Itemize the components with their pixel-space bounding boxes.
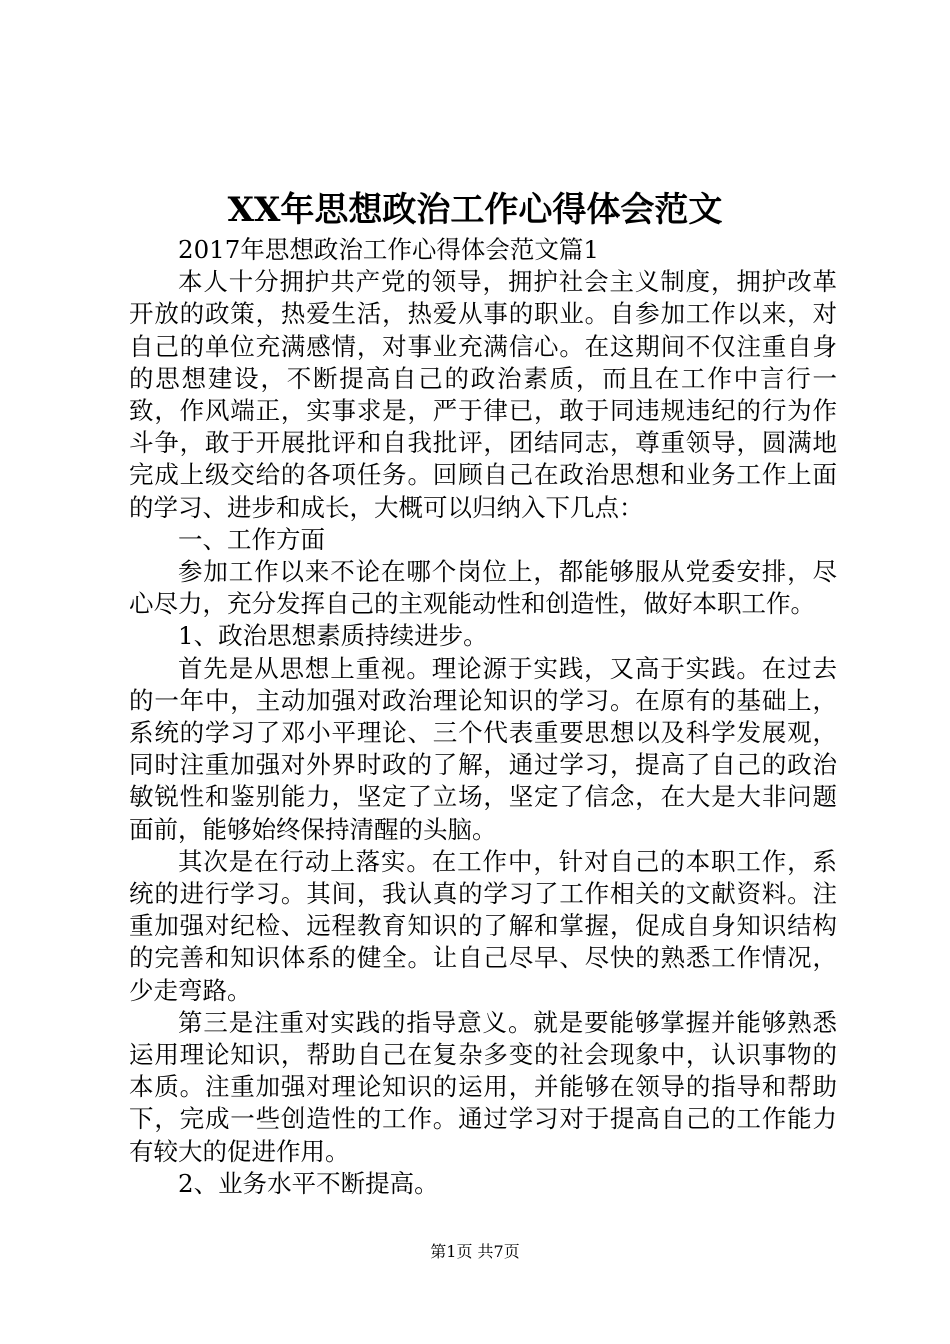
paragraph: 本人十分拥护共产党的领导，拥护社会主义制度，拥护改革开放的政策，热爱生活，热爱从事的职业。自参加工作以来，对自己的单位充满感情，对事业充满信心。在这期间不仅注重自身的思想建设，不断提高自己的政治素质，而且在工作中言行一致，作风端正，实事求是，严于律已，敢于同违规违纪的行为作斗争，敢于开展批评和自我批评，团结同志，尊重领导，圆满地完成上级交给的各项任务。回顾自己在政治思想和业务工作上面的学习、进步和成长，大概可以归纳入下几点： — [129, 267, 837, 522]
paragraph: 第三是注重对实践的指导意义。就是要能够掌握并能够熟悉运用理论知识，帮助自己在复杂多变的社会现象中，认识事物的本质。注重加强对理论知识的运用，并能够在领导的指导和帮助下，完成一些创造性的工作。通过学习对于提高自己的工作能力有较大的促进作用。 — [129, 1007, 837, 1166]
document-body — [129, 234, 837, 1200]
subsection-heading: 1、政治思想素质持续进步。 — [178, 621, 488, 651]
paragraph: 首先是从思想上重视。理论源于实践，又高于实践。在过去的一年中，主动加强对政治理论知识的学习。在原有的基础上，系统的学习了邓小平理论、三个代表重要思想以及科学发展观，同时注重加强对外界时政的了解，通过学习，提高了自己的政治敏锐性和鉴别能力，坚定了立场，坚定了信念，在大是大非问题面前，能够始终保持清醒的头脑。 — [129, 653, 837, 844]
subsection-heading: 2、业务水平不断提高。 — [178, 1168, 439, 1198]
page-footer: 第1页 共7页 — [430, 1242, 520, 1261]
section-heading: 一、工作方面 — [178, 524, 325, 554]
document-title: XX年思想政治工作心得体会范文 — [227, 190, 723, 230]
paragraph: 其次是在行动上落实。在工作中，针对自己的本职工作，系统的进行学习。其间，我认真的学习了工作相关的文献资料。注重加强对纪检、远程教育知识的了解和掌握，促成自身知识结构的完善和知识体系的健全。让自己尽早、尽快的熟悉工作情况，少走弯路。 — [129, 846, 837, 1005]
paragraph: 参加工作以来不论在哪个岗位上，都能够服从党委安排，尽心尽力，充分发挥自己的主观能动性和创造性，做好本职工作。 — [129, 557, 837, 619]
paragraph-heading: 2017年思想政治工作心得体会范文篇1 — [178, 235, 599, 264]
